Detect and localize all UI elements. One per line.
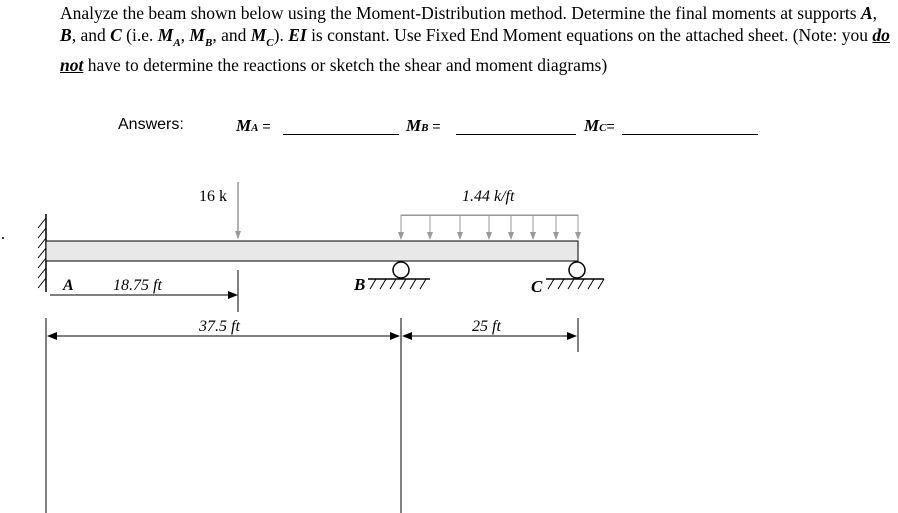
distributed-load-label: 1.44 k/ft	[462, 188, 515, 205]
distributed-load	[401, 215, 578, 239]
support-a-label: A	[63, 277, 74, 294]
problem-statement: Analyze the beam shown below using the Moment-Distribution method. Determine the final moments at supports A, B, and C (i.e. $M_A$, $M_B$, and $M_C$). EI is constant. Use Fixed End Moment equations on the attached sheet. (Note: you do not have to determine the reactions or sketch the shear and moment diagrams)	[60, 3, 890, 75]
roller-support-c	[546, 262, 604, 289]
dimension-37-5: 37.5 ft	[199, 318, 240, 335]
support-c-label: C	[531, 277, 543, 296]
point-load-label: 16 k	[199, 188, 227, 205]
mc-label: MC=	[584, 116, 615, 135]
dimension-25: 25 ft	[472, 318, 501, 335]
ma-label: MA =	[236, 116, 271, 135]
roller-support-b	[368, 262, 430, 289]
answers-label: Answers:	[118, 116, 184, 133]
fixed-support-a	[38, 214, 46, 292]
mb-label: MB =	[406, 116, 441, 135]
beam	[46, 241, 578, 261]
do-not-emphasis: do not	[60, 25, 890, 75]
dimension-18-75: 18.75 ft	[113, 277, 162, 294]
support-b-label: B	[354, 275, 366, 294]
